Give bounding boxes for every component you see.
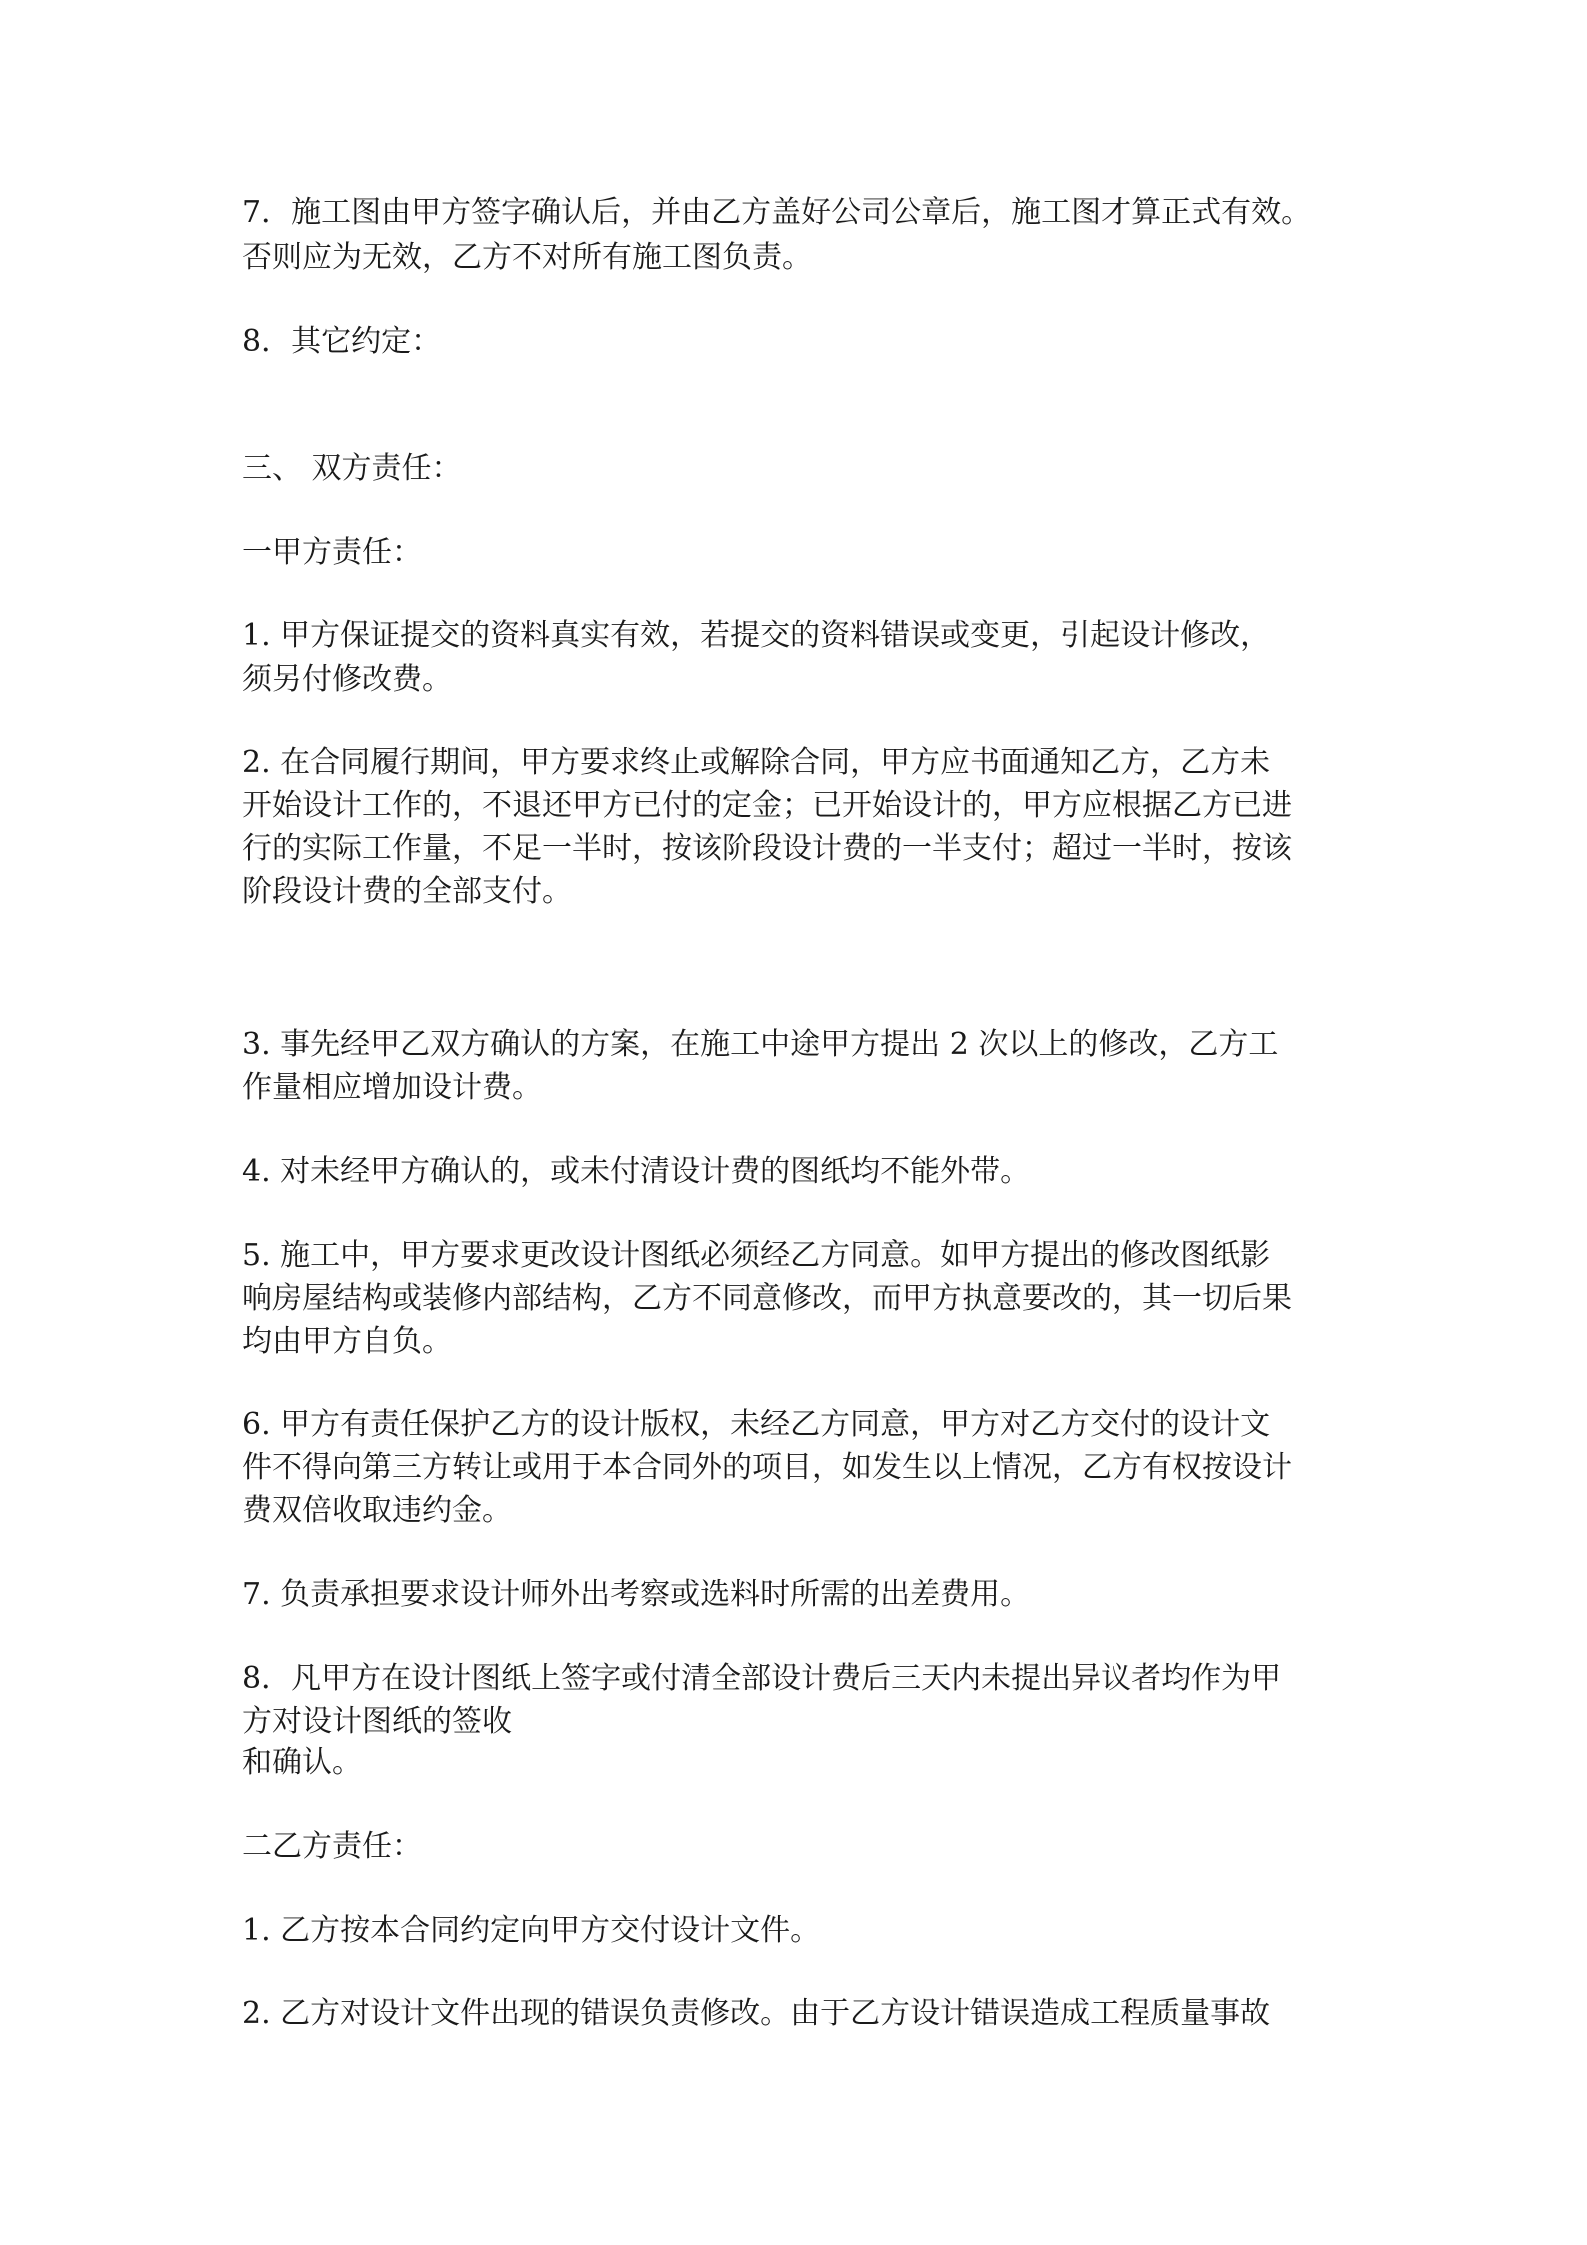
section-heading: 三、 双方责任： bbox=[242, 451, 462, 486]
text-line: 4. 对未经甲方确认的，或未付清设计费的图纸均不能外带。 bbox=[242, 1154, 1031, 1189]
text-line: 7. 负责承担要求设计师外出考察或选料时所需的出差费用。 bbox=[242, 1577, 1031, 1612]
text-line: 须另付修改费。 bbox=[242, 662, 452, 697]
text-line: 否则应为无效，乙方不对所有施工图负责。 bbox=[242, 240, 812, 275]
text-line: 件不得向第三方转让或用于本合同外的项目，如发生以上情况，乙方有权按设计 bbox=[242, 1450, 1292, 1485]
text-line: 7．施工图由甲方签字确认后，并由乙方盖好公司公章后，施工图才算正式有效。 bbox=[242, 195, 1312, 230]
text-line: 和确认。 bbox=[242, 1745, 362, 1780]
text-line: 阶段设计费的全部支付。 bbox=[242, 874, 572, 909]
text-line: 费双倍收取违约金。 bbox=[242, 1493, 512, 1528]
text-line: 开始设计工作的，不退还甲方已付的定金；已开始设计的，甲方应根据乙方已进 bbox=[242, 788, 1292, 823]
text-line: 1. 乙方按本合同约定向甲方交付设计文件。 bbox=[242, 1913, 821, 1948]
text-line: 8．凡甲方在设计图纸上签字或付清全部设计费后三天内未提出异议者均作为甲 bbox=[242, 1661, 1282, 1696]
text-line: 方对设计图纸的签收 bbox=[242, 1704, 512, 1739]
text-line: 1. 甲方保证提交的资料真实有效，若提交的资料错误或变更，引起设计修改， bbox=[242, 618, 1271, 653]
text-line: 5. 施工中，甲方要求更改设计图纸必须经乙方同意。如甲方提出的修改图纸影 bbox=[242, 1238, 1271, 1273]
text-line: 3. 事先经甲乙双方确认的方案，在施工中途甲方提出 2 次以上的修改，乙方工 bbox=[242, 1027, 1279, 1062]
text-line: 行的实际工作量，不足一半时，按该阶段设计费的一半支付；超过一半时，按该 bbox=[242, 831, 1292, 866]
text-line: 2. 在合同履行期间，甲方要求终止或解除合同，甲方应书面通知乙方，乙方未 bbox=[242, 745, 1271, 780]
text-line: 作量相应增加设计费。 bbox=[242, 1070, 542, 1105]
text-line: 2. 乙方对设计文件出现的错误负责修改。由于乙方设计错误造成工程质量事故 bbox=[242, 1996, 1271, 2031]
text-line: 8．其它约定： bbox=[242, 324, 442, 359]
text-line: 6. 甲方有责任保护乙方的设计版权，未经乙方同意，甲方对乙方交付的设计文 bbox=[242, 1407, 1271, 1442]
subsection-heading: 二乙方责任： bbox=[242, 1829, 422, 1864]
subsection-heading: 一甲方责任： bbox=[242, 535, 422, 570]
text-line: 响房屋结构或装修内部结构，乙方不同意修改，而甲方执意要改的，其一切后果 bbox=[242, 1281, 1292, 1316]
text-line: 均由甲方自负。 bbox=[242, 1324, 452, 1359]
